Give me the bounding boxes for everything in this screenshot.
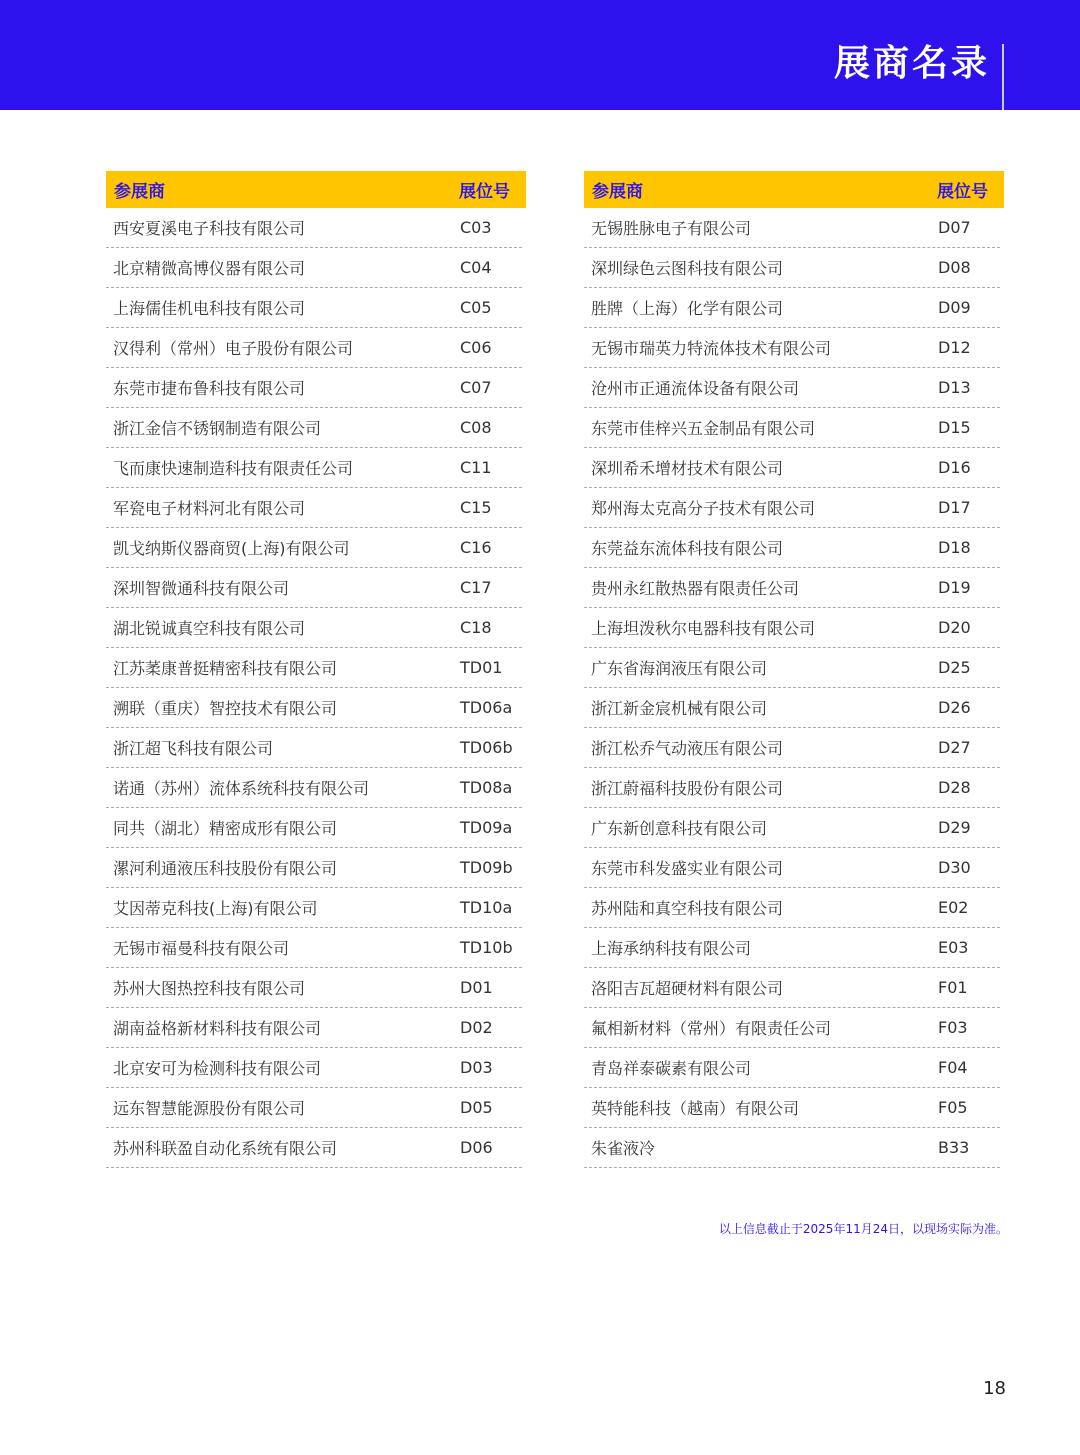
table-row — [106, 368, 522, 408]
table-row — [106, 248, 522, 288]
exhibitor-name: 溯联（重庆）智控技术有限公司 — [113, 699, 338, 718]
booth-number: D18 — [938, 538, 971, 557]
booth-number: D08 — [938, 258, 971, 277]
table-row — [584, 408, 1000, 448]
booth-number: TD06b — [460, 738, 513, 757]
exhibitor-name: 广东省海润液压有限公司 — [591, 659, 768, 678]
booth-number: D19 — [938, 578, 971, 597]
booth-number: D05 — [460, 1098, 493, 1117]
page-number: 18 — [983, 1378, 1006, 1399]
table-row — [106, 728, 522, 768]
table-row — [106, 408, 522, 448]
exhibitor-name: 诺通（苏州）流体系统科技有限公司 — [113, 779, 370, 798]
table-row — [584, 1088, 1000, 1128]
booth-number: C16 — [460, 538, 492, 557]
booth-number: F04 — [938, 1058, 968, 1077]
exhibitor-name: 东莞市科发盛实业有限公司 — [591, 859, 784, 878]
booth-number: C15 — [460, 498, 492, 517]
booth-number: D27 — [938, 738, 971, 757]
table-header — [584, 171, 1004, 208]
exhibitor-name: 广东新创意科技有限公司 — [591, 819, 768, 838]
table-row — [584, 888, 1000, 928]
table-row — [584, 928, 1000, 968]
table-row — [584, 288, 1000, 328]
exhibitor-name: 艾因蒂克科技(上海)有限公司 — [113, 899, 318, 918]
booth-number: D15 — [938, 418, 971, 437]
booth-number: D06 — [460, 1138, 493, 1157]
column-header-exhibitor: 参展商 — [114, 182, 165, 202]
header-banner — [0, 0, 1080, 110]
exhibitor-name: 漯河利通液压科技股份有限公司 — [113, 859, 338, 878]
booth-number: D09 — [938, 298, 971, 317]
booth-number: C05 — [460, 298, 492, 317]
table-row — [106, 808, 522, 848]
table-row — [584, 368, 1000, 408]
table-row — [106, 688, 522, 728]
exhibitor-name: 无锡市福曼科技有限公司 — [113, 939, 290, 958]
booth-number: C04 — [460, 258, 492, 277]
table-row — [106, 328, 522, 368]
booth-number: F01 — [938, 978, 968, 997]
table-body — [584, 208, 1004, 1168]
exhibitor-name: 东莞益东流体科技有限公司 — [591, 539, 784, 558]
exhibitor-name: 英特能科技（越南）有限公司 — [591, 1099, 800, 1118]
booth-number: E02 — [938, 898, 969, 917]
booth-number: D01 — [460, 978, 493, 997]
table-row — [106, 568, 522, 608]
exhibitor-name: 胜牌（上海）化学有限公司 — [591, 299, 784, 318]
booth-number: TD09a — [460, 818, 513, 837]
booth-number: C18 — [460, 618, 492, 637]
table-row — [584, 608, 1000, 648]
exhibitor-name: 军瓷电子材料河北有限公司 — [113, 499, 306, 518]
table-row — [584, 1128, 1000, 1168]
booth-number: TD06a — [460, 698, 513, 717]
booth-number: D17 — [938, 498, 971, 517]
exhibitor-name: 远东智慧能源股份有限公司 — [113, 1099, 306, 1118]
booth-number: D25 — [938, 658, 971, 677]
table-row — [584, 848, 1000, 888]
booth-number: D28 — [938, 778, 971, 797]
booth-number: TD10b — [460, 938, 513, 957]
exhibitor-name: 青岛祥泰碳素有限公司 — [591, 1059, 752, 1078]
column-header-exhibitor: 参展商 — [592, 182, 643, 202]
booth-number: C07 — [460, 378, 492, 397]
exhibitor-name: 上海承纳科技有限公司 — [591, 939, 752, 958]
column-header-booth: 展位号 — [459, 182, 510, 202]
exhibitor-name: 浙江新金宸机械有限公司 — [591, 699, 768, 718]
booth-number: C17 — [460, 578, 492, 597]
exhibitor-name: 北京安可为检测科技有限公司 — [113, 1059, 322, 1078]
table-row — [584, 528, 1000, 568]
table-row — [584, 688, 1000, 728]
exhibitor-name: 沧州市正通流体设备有限公司 — [591, 379, 800, 398]
exhibitor-name: 深圳绿色云图科技有限公司 — [591, 259, 784, 278]
exhibitor-name: 浙江松乔气动液压有限公司 — [591, 739, 784, 758]
table-row — [584, 488, 1000, 528]
exhibitor-name: 东莞市捷布鲁科技有限公司 — [113, 379, 306, 398]
table-row — [584, 768, 1000, 808]
booth-number: D30 — [938, 858, 971, 877]
exhibitor-name: 上海坦泼秋尔电器科技有限公司 — [591, 619, 816, 638]
booth-number: D12 — [938, 338, 971, 357]
table-row — [584, 248, 1000, 288]
exhibitor-name: 上海儒佳机电科技有限公司 — [113, 299, 306, 318]
table-row — [584, 728, 1000, 768]
booth-number: D20 — [938, 618, 971, 637]
exhibitor-name: 深圳智微通科技有限公司 — [113, 579, 290, 598]
table-row — [106, 1008, 522, 1048]
exhibitor-name: 同共（湖北）精密成形有限公司 — [113, 819, 338, 838]
exhibitor-name: 洛阳吉瓦超硬材料有限公司 — [591, 979, 784, 998]
booth-number: F03 — [938, 1018, 968, 1037]
table-row — [106, 1088, 522, 1128]
booth-number: D29 — [938, 818, 971, 837]
exhibitor-name: 浙江蔚福科技股份有限公司 — [591, 779, 784, 798]
exhibitor-name: 苏州陆和真空科技有限公司 — [591, 899, 784, 918]
exhibitor-name: 飞而康快速制造科技有限责任公司 — [113, 459, 354, 478]
exhibitor-name: 浙江超飞科技有限公司 — [113, 739, 274, 758]
table-row — [584, 1008, 1000, 1048]
exhibitor-table-left — [106, 171, 526, 1168]
table-row — [584, 808, 1000, 848]
table-row — [106, 528, 522, 568]
disclaimer-note: 以上信息截止于2025年11月24日，以现场实际为准。 — [718, 1222, 1008, 1236]
exhibitor-name: 无锡胜脉电子有限公司 — [591, 219, 752, 238]
exhibitor-name: 苏州大图热控科技有限公司 — [113, 979, 306, 998]
table-row — [106, 848, 522, 888]
exhibitor-name: 湖北锐诚真空科技有限公司 — [113, 619, 306, 638]
table-row — [106, 928, 522, 968]
booth-number: D16 — [938, 458, 971, 477]
booth-number: TD10a — [460, 898, 513, 917]
booth-number: F05 — [938, 1098, 968, 1117]
exhibitor-name: 苏州科联盈自动化系统有限公司 — [113, 1139, 338, 1158]
booth-number: C06 — [460, 338, 492, 357]
booth-number: C03 — [460, 218, 492, 237]
booth-number: C11 — [460, 458, 492, 477]
table-row — [584, 648, 1000, 688]
exhibitor-name: 北京精微高博仪器有限公司 — [113, 259, 306, 278]
exhibitor-name: 氟相新材料（常州）有限责任公司 — [591, 1019, 832, 1038]
page-title: 展商名录 — [833, 43, 990, 84]
exhibitor-table-right — [584, 171, 1004, 1168]
table-row — [106, 888, 522, 928]
table-row — [106, 648, 522, 688]
table-row — [106, 768, 522, 808]
table-row — [106, 968, 522, 1008]
table-header — [106, 171, 526, 208]
table-row — [584, 328, 1000, 368]
exhibitor-name: 江苏葇康普挺精密科技有限公司 — [113, 659, 338, 678]
table-row — [106, 208, 522, 248]
exhibitor-name: 深圳希禾增材技术有限公司 — [591, 459, 784, 478]
table-row — [584, 568, 1000, 608]
booth-number: TD09b — [460, 858, 513, 877]
exhibitor-name: 东莞市佳梓兴五金制品有限公司 — [591, 419, 816, 438]
table-row — [106, 488, 522, 528]
booth-number: D26 — [938, 698, 971, 717]
booth-number: D03 — [460, 1058, 493, 1077]
table-row — [584, 968, 1000, 1008]
booth-number: TD01 — [460, 658, 503, 677]
table-row — [106, 1128, 522, 1168]
table-row — [106, 288, 522, 328]
exhibitor-name: 无锡市瑞英力特流体技术有限公司 — [591, 339, 832, 358]
table-row — [106, 448, 522, 488]
table-row — [584, 448, 1000, 488]
column-header-booth: 展位号 — [937, 182, 988, 202]
table-row — [106, 1048, 522, 1088]
booth-number: TD08a — [460, 778, 513, 797]
exhibitor-name: 郑州海太克高分子技术有限公司 — [591, 499, 816, 518]
exhibitor-name: 汉得利（常州）电子股份有限公司 — [113, 339, 354, 358]
exhibitor-name: 朱雀液冷 — [591, 1139, 656, 1158]
table-row — [584, 1048, 1000, 1088]
exhibitor-name: 浙江金信不锈钢制造有限公司 — [113, 419, 322, 438]
booth-number: B33 — [938, 1138, 970, 1157]
booth-number: D13 — [938, 378, 971, 397]
exhibitor-name: 西安夏溪电子科技有限公司 — [113, 219, 306, 238]
booth-number: D02 — [460, 1018, 493, 1037]
header-divider — [1002, 44, 1004, 110]
booth-number: C08 — [460, 418, 492, 437]
booth-number: E03 — [938, 938, 969, 957]
table-body — [106, 208, 526, 1168]
exhibitor-name: 湖南益格新材料科技有限公司 — [113, 1019, 322, 1038]
exhibitor-name: 贵州永红散热器有限责任公司 — [591, 579, 800, 598]
table-row — [584, 208, 1000, 248]
exhibitor-name: 凯戈纳斯仪器商贸(上海)有限公司 — [113, 539, 350, 558]
booth-number: D07 — [938, 218, 971, 237]
table-row — [106, 608, 522, 648]
